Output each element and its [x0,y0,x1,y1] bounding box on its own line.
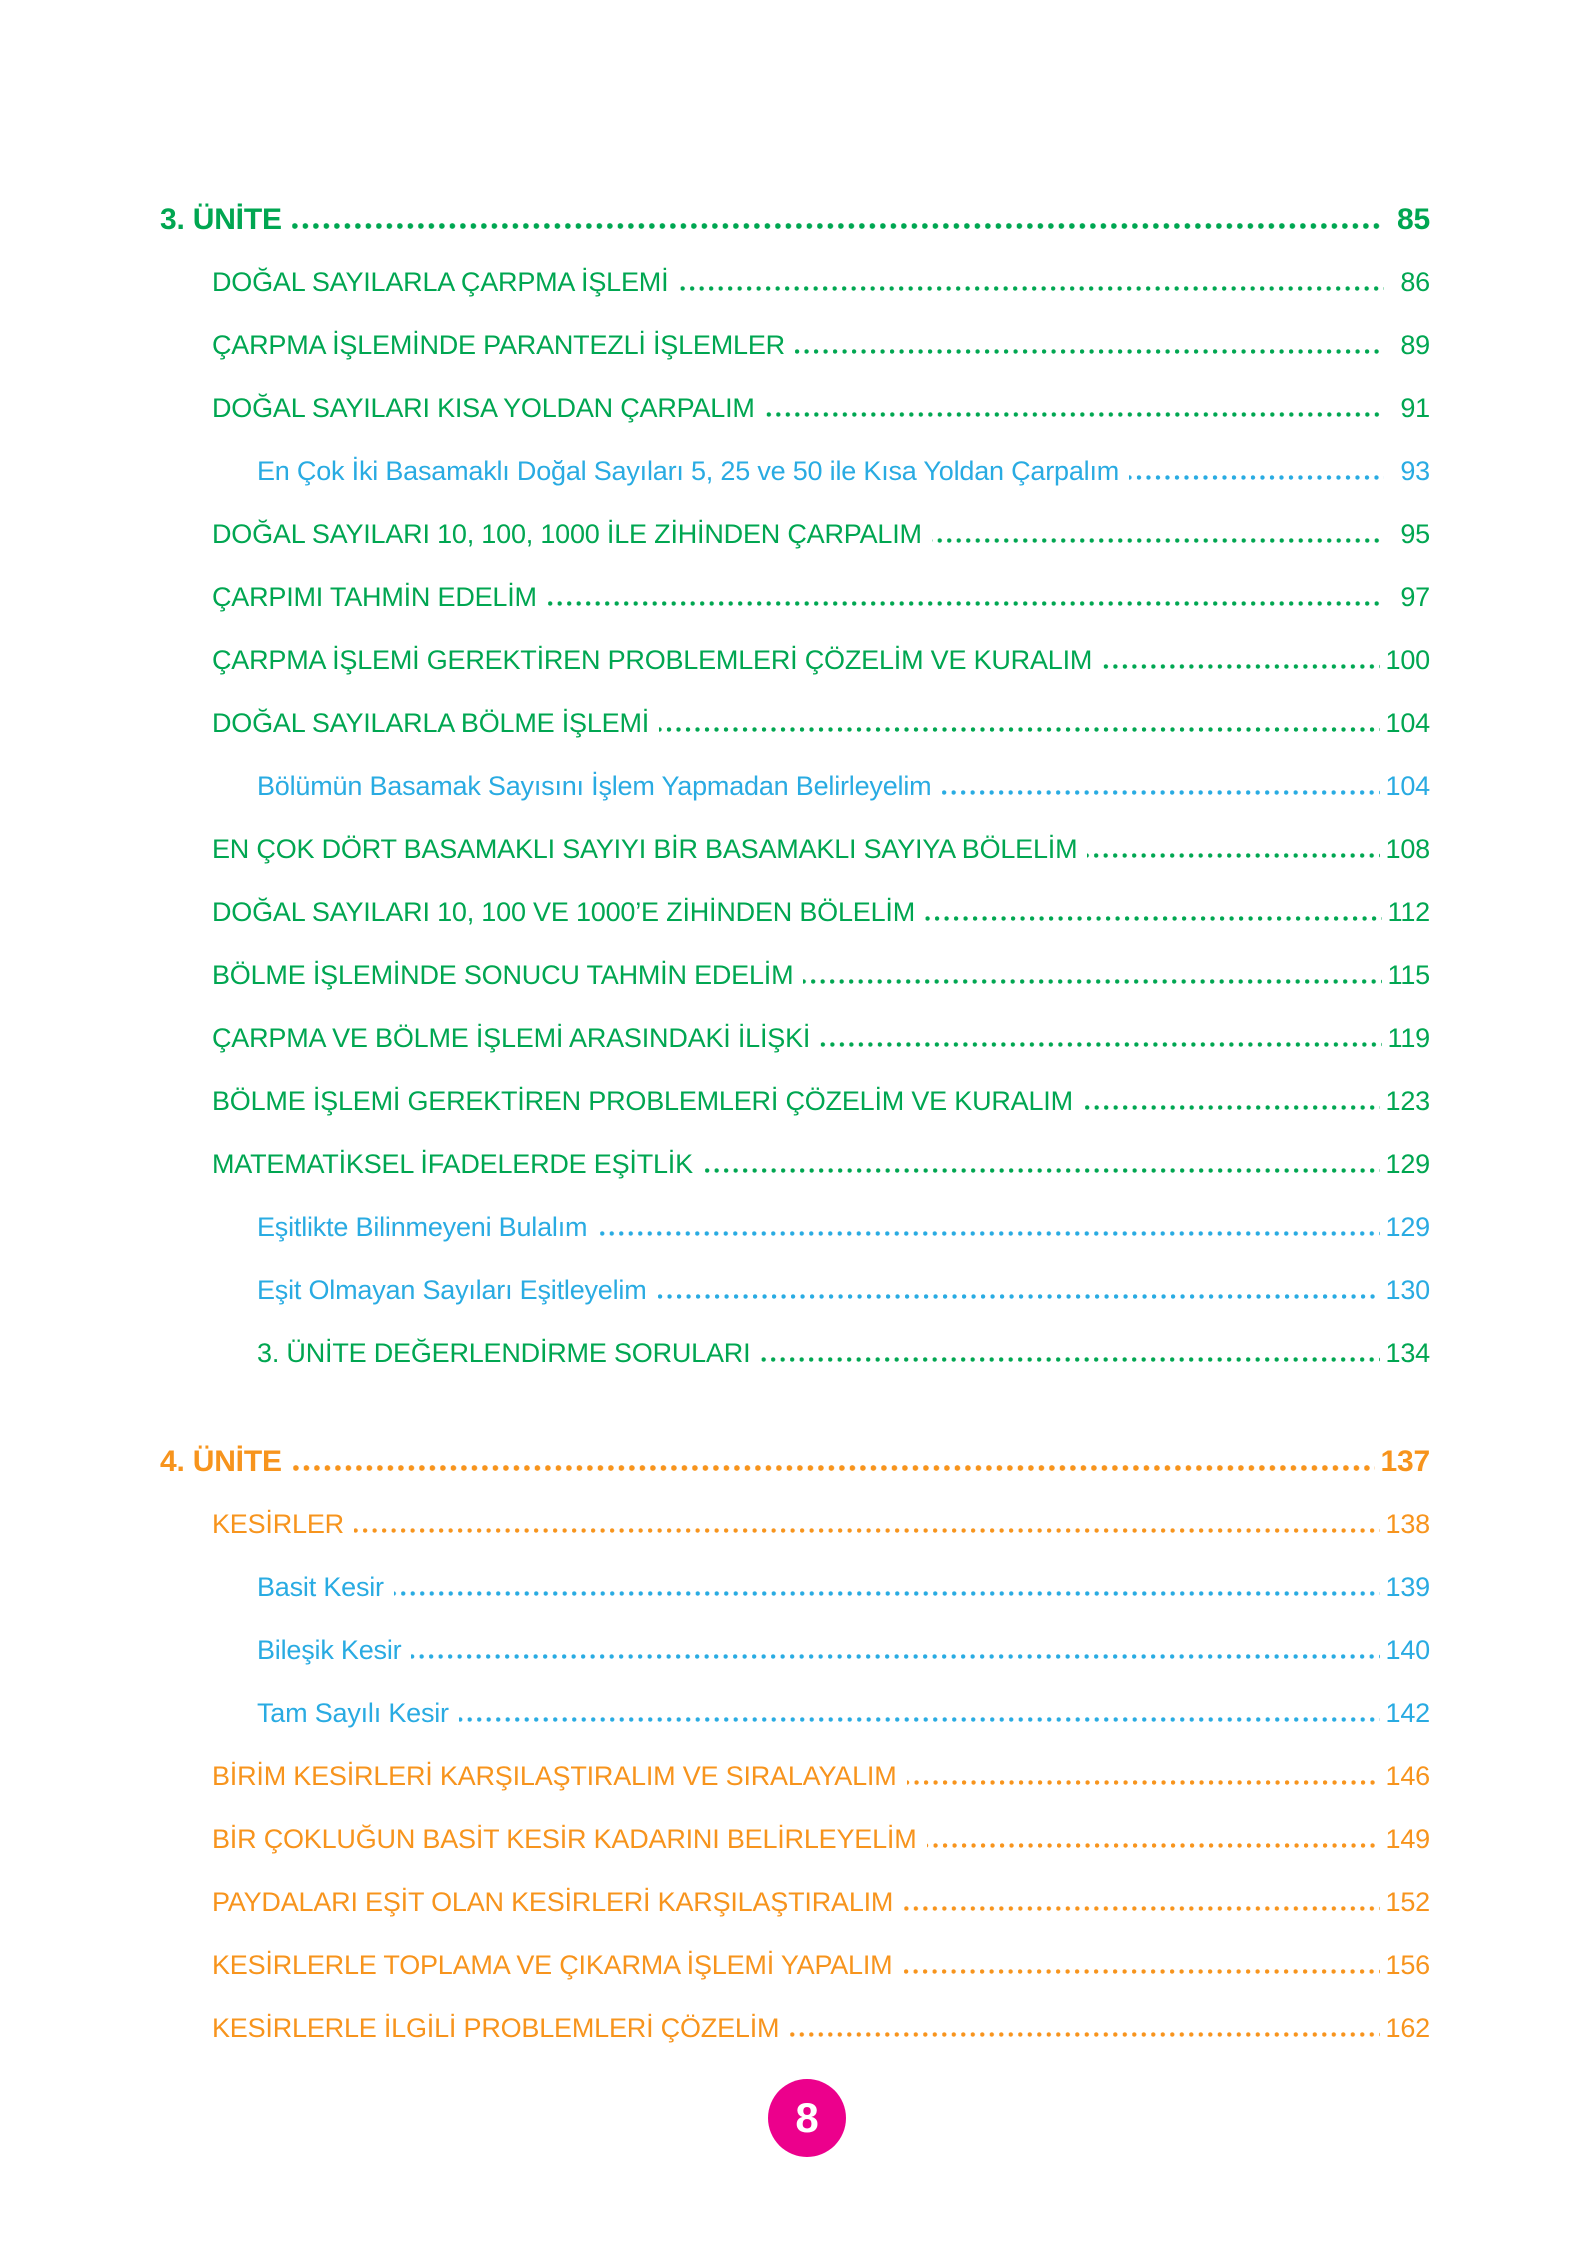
toc-entry [160,1070,1430,1133]
toc-entry [160,1133,1430,1196]
toc-entry [160,1322,1430,1385]
toc-entry-page: 91 [1400,393,1430,423]
dot-leader [292,1465,1375,1471]
toc-entry-page: 100 [1385,645,1430,675]
toc-entry [160,1259,1430,1322]
dot-leader [411,1654,1379,1659]
toc-entry-label: Bileşik Kesir [257,1635,402,1665]
toc-entry-label: DOĞAL SAYILARI 10, 100 VE 1000’E ZİHİNDEN BÖLELİM [212,897,915,927]
toc-entry-page: 123 [1385,1086,1430,1116]
toc-entry-page: 93 [1400,456,1430,486]
toc-entry-page: 97 [1400,582,1430,612]
toc-entry [160,692,1430,755]
dot-leader [1087,853,1379,858]
toc-entry-label: ÇARPIMI TAHMİN EDELİM [212,582,537,612]
toc-entry [160,188,1430,251]
toc-entry-label: KESİRLERLE TOPLAMA VE ÇIKARMA İŞLEMİ YAPALIM [212,1950,893,1980]
toc-entry-page: 119 [1387,1023,1430,1053]
toc-entry [160,1997,1430,2060]
toc-entry [160,1007,1430,1070]
toc-entry-label: En Çok İki Basamaklı Doğal Sayıları 5, 25 ve 50 ile Kısa Yoldan Çarpalım [257,456,1120,486]
toc-entry-page: 162 [1385,2013,1430,2043]
toc-entry-page: 108 [1385,834,1430,864]
toc-entry-label: Eşit Olmayan Sayıları Eşitleyelim [257,1275,647,1305]
dot-leader [760,1357,1379,1362]
toc-entry-page: 95 [1400,519,1430,549]
toc-entry-page: 104 [1385,708,1430,738]
toc-entry-label: KESİRLER [212,1509,344,1539]
toc-entry-page: 142 [1385,1698,1430,1728]
dot-leader [902,1969,1379,1974]
dot-leader [903,1906,1379,1911]
toc-entry [160,566,1430,629]
dot-leader [803,979,1381,984]
dot-leader [1129,475,1384,480]
toc-entry-label: MATEMATİKSEL İFADELERDE EŞİTLİK [212,1149,693,1179]
toc-entry-label: ÇARPMA İŞLEMİ GEREKTİREN PROBLEMLERİ ÇÖZELİM VE KURALIM [212,645,1093,675]
toc-entry-page: 112 [1387,897,1430,927]
dot-leader [907,1780,1380,1785]
toc-entry [160,818,1430,881]
toc-entry-page: 129 [1385,1212,1430,1242]
toc-entry-page: 152 [1385,1887,1430,1917]
toc-entry-label: Bölümün Basamak Sayısını İşlem Yapmadan Belirleyelim [257,771,932,801]
toc-entry-page: 86 [1400,267,1430,297]
toc-entry [160,1556,1430,1619]
dot-leader [795,349,1384,354]
toc-entry [160,503,1430,566]
toc-entry-label: ÇARPMA VE BÖLME İŞLEMİ ARASINDAKİ İLİŞKİ [212,1023,811,1053]
dot-leader [925,916,1382,921]
toc-entry [160,1808,1430,1871]
toc-entry [160,629,1430,692]
toc-entry-page: 89 [1400,330,1430,360]
toc-entry-page: 115 [1387,960,1430,990]
toc-entry-label: EN ÇOK DÖRT BASAMAKLI SAYIYI BİR BASAMAKLI SAYIYA BÖLELİM [212,834,1078,864]
dot-leader [1083,1105,1380,1110]
toc-entry-page: 130 [1385,1275,1430,1305]
page-number-badge [768,2079,846,2157]
toc-entry [160,314,1430,377]
toc-entry [160,1619,1430,1682]
dot-leader [597,1231,1379,1236]
toc-entry [160,1682,1430,1745]
toc-entry-label: 3. ÜNİTE DEĞERLENDİRME SORULARI [257,1338,751,1368]
toc-entry [160,1430,1430,1493]
dot-leader [659,727,1379,732]
toc-entry-label: BÖLME İŞLEMİ GEREKTİREN PROBLEMLERİ ÇÖZELİM VE KURALIM [212,1086,1073,1116]
toc-entry [160,377,1430,440]
dot-leader [765,412,1384,417]
toc-entry [160,440,1430,503]
toc-entry-page: 139 [1385,1572,1430,1602]
dot-leader [820,1042,1381,1047]
toc-entry-label: Tam Sayılı Kesir [257,1698,449,1728]
toc-entry-label: BİRİM KESİRLERİ KARŞILAŞTIRALIM VE SIRALAYALIM [212,1761,897,1791]
toc-entry-page: 149 [1385,1824,1430,1854]
dot-leader [941,790,1379,795]
toc-entry-label: ÇARPMA İŞLEMİNDE PARANTEZLİ İŞLEMLER [212,330,785,360]
toc-entry [160,1196,1430,1259]
toc-entry-label: DOĞAL SAYILARI KISA YOLDAN ÇARPALIM [212,393,755,423]
toc-entry-page: 140 [1385,1635,1430,1665]
dot-leader [1102,664,1379,669]
dot-leader [678,286,1384,291]
toc-entry-label: 4. ÜNİTE [160,1445,282,1478]
dot-leader [394,1591,1380,1596]
toc-entry [160,755,1430,818]
toc-entry-page: 146 [1385,1761,1430,1791]
toc-entry-label: Basit Kesir [257,1572,384,1602]
toc-entry [160,1745,1430,1808]
toc-entry-label: BİR ÇOKLUĞUN BASİT KESİR KADARINI BELİRLEYELİM [212,1824,917,1854]
dot-leader [354,1528,1380,1533]
page-number: 8 [795,2094,819,2141]
toc-entry [160,944,1430,1007]
toc-entry [160,251,1430,314]
dot-leader [932,538,1384,543]
dot-leader [657,1294,1380,1299]
toc-entry-page: 129 [1385,1149,1430,1179]
dot-leader [547,601,1384,606]
toc-entry-page: 104 [1385,771,1430,801]
toc-entry [160,1493,1430,1556]
toc-entry-label: PAYDALARI EŞİT OLAN KESİRLERİ KARŞILAŞTIRALIM [212,1887,894,1917]
toc-entry [160,881,1430,944]
toc-entry-label: DOĞAL SAYILARLA ÇARPMA İŞLEMİ [212,267,669,297]
dot-leader [703,1168,1380,1173]
dot-leader [292,223,1384,229]
toc-entry [160,1871,1430,1934]
toc-entry-page: 138 [1385,1509,1430,1539]
dot-leader [927,1843,1380,1848]
toc-entry-label: DOĞAL SAYILARI 10, 100, 1000 İLE ZİHİNDEN ÇARPALIM [212,519,922,549]
toc-entry [160,1934,1430,1997]
dot-leader [459,1717,1380,1722]
toc-entry-label: Eşitlikte Bilinmeyeni Bulalım [257,1212,588,1242]
toc-entry-page: 156 [1385,1950,1430,1980]
toc-entry-label: KESİRLERLE İLGİLİ PROBLEMLERİ ÇÖZELİM [212,2013,780,2043]
toc-entry-label: BÖLME İŞLEMİNDE SONUCU TAHMİN EDELİM [212,960,794,990]
toc-entry-page: 137 [1380,1445,1430,1478]
toc-entry-page: 134 [1385,1338,1430,1368]
toc-entry-label: DOĞAL SAYILARLA BÖLME İŞLEMİ [212,708,650,738]
toc-entry-label: 3. ÜNİTE [160,203,282,236]
toc [160,188,1430,2060]
dot-leader [789,2032,1379,2037]
toc-entry-page: 85 [1397,203,1430,236]
